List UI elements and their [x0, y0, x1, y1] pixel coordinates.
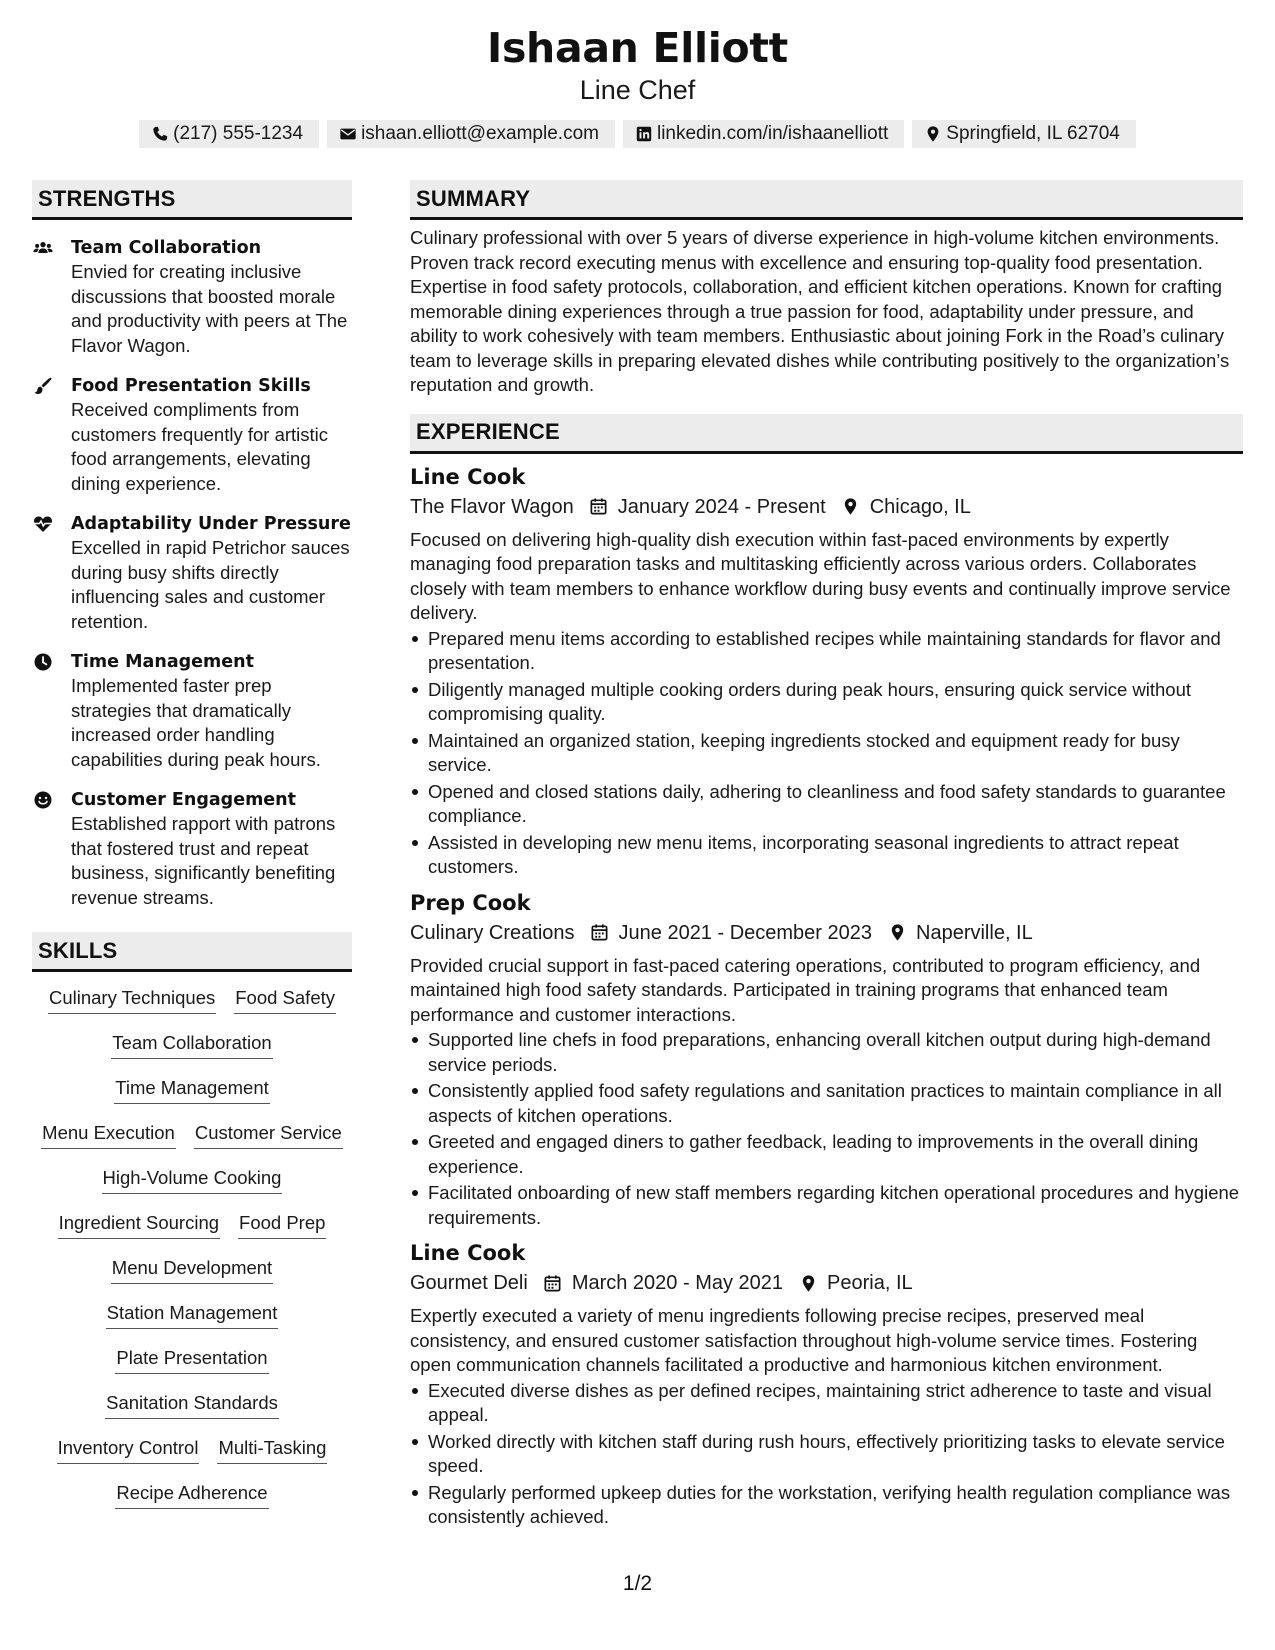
job-entry	[410, 888, 1243, 1231]
resume-header	[0, 22, 1275, 148]
summary-text: Culinary professional with over 5 years of diverse experience in high-volume kitchen environments. Proven track record executing menus with excellence and ensuring top-quality food presentation. Expertise in food safety protocols, collaboration, and efficient kitchen operations. Known for crafting memorable dining experiences through a true passion for food, adaptability under pressure, and ability to work cohesively with team members. Enthusiastic about joining Fork in the Road’s culinary team to leverage skills in preparing elevated dishes while contributing positively to the organization’s reputation and growth.	[410, 227, 1230, 395]
job-bullets	[410, 1379, 1243, 1530]
skill-tag: Station Management	[106, 1301, 279, 1329]
skill-row	[32, 986, 352, 1031]
location-pin-icon	[797, 1272, 819, 1294]
bullet-item: Prepared menu items according to established recipes while maintaining standards for flavor and presentation.	[410, 627, 1243, 676]
skill-tag: Food Safety	[234, 986, 336, 1014]
bullet-item: Greeted and engaged diners to gather feedback, leading to improvements in the overall dining experience.	[410, 1130, 1243, 1179]
strength-desc: Received compliments from customers frequently for artistic food arrangements, elevating dining experience.	[71, 399, 329, 494]
job-company: Gourmet Deli	[410, 1272, 528, 1294]
job-dates: June 2021 - December 2023	[618, 921, 873, 944]
contact-linkedin[interactable]	[623, 120, 904, 148]
skill-tag: Menu Development	[111, 1256, 273, 1284]
calendar-icon	[589, 922, 611, 944]
job-meta	[410, 1268, 1243, 1298]
contact-location	[912, 120, 1136, 148]
strength-title: Team Collaboration	[71, 238, 262, 258]
job-description: Focused on delivering high-quality dish execution within fast-paced environments by expertly managing food preparation tasks and multitasking efficiently across various orders. Collaborates closely with team members to enhance workflow during busy events and continually improve service delivery.	[410, 528, 1231, 623]
skill-row	[32, 1121, 352, 1166]
job-bullets	[410, 1028, 1243, 1230]
clock-icon	[32, 651, 54, 673]
skill-tag: Menu Execution	[41, 1121, 176, 1149]
skill-tag: Team Collaboration	[111, 1031, 272, 1059]
skill-row	[32, 1211, 352, 1256]
skill-tag: Ingredient Sourcing	[58, 1211, 220, 1239]
left-column	[32, 180, 352, 1526]
calendar-icon	[588, 496, 610, 518]
skill-tag: Multi-Tasking	[217, 1436, 327, 1464]
strength-title: Time Management	[71, 652, 254, 672]
users-icon	[32, 237, 54, 259]
skill-row	[32, 1031, 352, 1076]
strength-desc: Implemented faster prep strategies that dramatically increased order handling capabilities during peak hours.	[71, 675, 321, 770]
experience-heading: EXPERIENCE	[410, 414, 1243, 454]
skills-heading: SKILLS	[32, 932, 352, 972]
location-pin-icon	[886, 922, 908, 944]
strength-title: Customer Engagement	[71, 790, 297, 810]
skill-tag: Recipe Adherence	[115, 1481, 268, 1509]
bullet-item: Executed diverse dishes as per defined recipes, maintaining strict adherence to taste and visual appeal.	[410, 1379, 1243, 1428]
strengths-heading: STRENGTHS	[32, 180, 352, 220]
skill-tag: Time Management	[114, 1076, 270, 1104]
right-column	[410, 180, 1243, 1532]
bullet-item: Supported line chefs in food preparations, enhancing overall kitchen output during high-demand service periods.	[410, 1028, 1243, 1077]
job-meta	[410, 492, 1243, 522]
skill-row	[32, 1076, 352, 1121]
smile-icon	[32, 789, 54, 811]
contact-linkedin-text: linkedin.com/in/ishaanelliott	[656, 123, 889, 144]
skill-row	[32, 1481, 352, 1526]
bullet-item: Opened and closed stations daily, adhering to cleanliness and food safety standards to guarantee compliance.	[410, 780, 1243, 829]
strength-item	[32, 236, 352, 358]
job-entry	[410, 462, 1243, 880]
strength-item	[32, 512, 352, 634]
strength-desc: Established rapport with patrons that fostered trust and repeat business, significantly benefiting revenue streams.	[71, 813, 336, 908]
strength-title: Adaptability Under Pressure	[71, 514, 351, 534]
skill-tag: Culinary Techniques	[48, 986, 216, 1014]
bullet-item: Assisted in developing new menu items, incorporating seasonal ingredients to attract repeat customers.	[410, 831, 1243, 880]
job-description: Expertly executed a variety of menu ingredients following precise recipes, preserved meal consistency, and ensured customer satisfaction throughout high-volume service times. Fostering open communication channels facilitated a productive and harmonious kitchen environment.	[410, 1305, 1198, 1375]
bullet-item: Maintained an organized station, keeping ingredients stocked and equipment ready for busy service.	[410, 729, 1243, 778]
job-location: Naperville, IL	[916, 921, 1033, 944]
contact-email[interactable]	[327, 120, 615, 148]
job-title: Prep Cook	[410, 890, 531, 915]
strength-desc: Envied for creating inclusive discussions that boosted morale and productivity with peers at The Flavor Wagon.	[71, 261, 348, 356]
bullet-item: Regularly performed upkeep duties for the workstation, verifying health regulation compliance was consistently achieved.	[410, 1481, 1243, 1530]
candidate-role: Line Chef	[579, 75, 696, 105]
skill-row	[32, 1301, 352, 1346]
skills-list	[32, 986, 352, 1526]
skill-row	[32, 1346, 352, 1391]
job-company: Culinary Creations	[410, 921, 575, 944]
phone-icon	[151, 125, 169, 143]
strength-title: Food Presentation Skills	[71, 376, 311, 396]
strength-item	[32, 650, 352, 772]
bullet-item: Facilitated onboarding of new staff members regarding kitchen operational procedures and hygiene requirements.	[410, 1181, 1243, 1230]
skill-tag: Inventory Control	[57, 1436, 200, 1464]
skill-row	[32, 1166, 352, 1211]
contact-phone-text: (217) 555-1234	[173, 123, 304, 144]
bullet-item: Diligently managed multiple cooking orders during peak hours, ensuring quick service without compromising quality.	[410, 678, 1243, 727]
summary-heading: SUMMARY	[410, 180, 1243, 220]
job-dates: March 2020 - May 2021	[571, 1272, 784, 1294]
skill-row	[32, 1256, 352, 1301]
job-location: Peoria, IL	[827, 1272, 913, 1294]
skill-tag: Food Prep	[238, 1211, 326, 1239]
bullet-item: Worked directly with kitchen staff during rush hours, effectively prioritizing tasks to elevate service speed.	[410, 1430, 1243, 1479]
contact-phone[interactable]	[139, 120, 319, 148]
skill-tag: Sanitation Standards	[105, 1391, 279, 1419]
strength-desc: Excelled in rapid Petrichor sauces during busy shifts directly influencing sales and customer retention.	[71, 537, 350, 632]
bullet-item: Consistently applied food safety regulations and sanitation practices to maintain compliance in all aspects of kitchen operations.	[410, 1079, 1243, 1128]
job-entry	[410, 1238, 1243, 1530]
candidate-name: Ishaan Elliott	[487, 24, 788, 72]
page-number: 1/2	[622, 1572, 653, 1595]
skill-tag: Plate Presentation	[115, 1346, 268, 1374]
location-pin-icon	[924, 125, 942, 143]
calendar-icon	[542, 1272, 564, 1294]
job-bullets	[410, 627, 1243, 880]
strength-item	[32, 788, 352, 910]
job-dates: January 2024 - Present	[617, 495, 826, 518]
job-company: The Flavor Wagon	[410, 495, 574, 518]
job-location: Chicago, IL	[869, 495, 971, 518]
contact-location-text: Springfield, IL 62704	[946, 123, 1120, 144]
job-title: Line Cook	[410, 1241, 526, 1265]
envelope-icon	[339, 125, 357, 143]
skill-row	[32, 1391, 352, 1436]
job-description: Provided crucial support in fast-paced catering operations, contributed to program efficiency, and maintained high food safety standards. Participated in training programs that enhanced team performance and customer interactions.	[410, 954, 1201, 1025]
contact-email-text: ishaan.elliott@example.com	[361, 123, 599, 144]
job-meta	[410, 918, 1243, 948]
job-title: Line Cook	[410, 464, 526, 489]
location-pin-icon	[840, 496, 862, 518]
skill-tag: High-Volume Cooking	[102, 1166, 283, 1194]
linkedin-icon	[635, 125, 653, 143]
strength-item	[32, 374, 352, 496]
heartbeat-icon	[32, 513, 54, 535]
skill-tag: Customer Service	[194, 1121, 343, 1149]
paintbrush-icon	[32, 375, 54, 397]
skill-row	[32, 1436, 352, 1481]
contact-bar	[0, 120, 1275, 148]
